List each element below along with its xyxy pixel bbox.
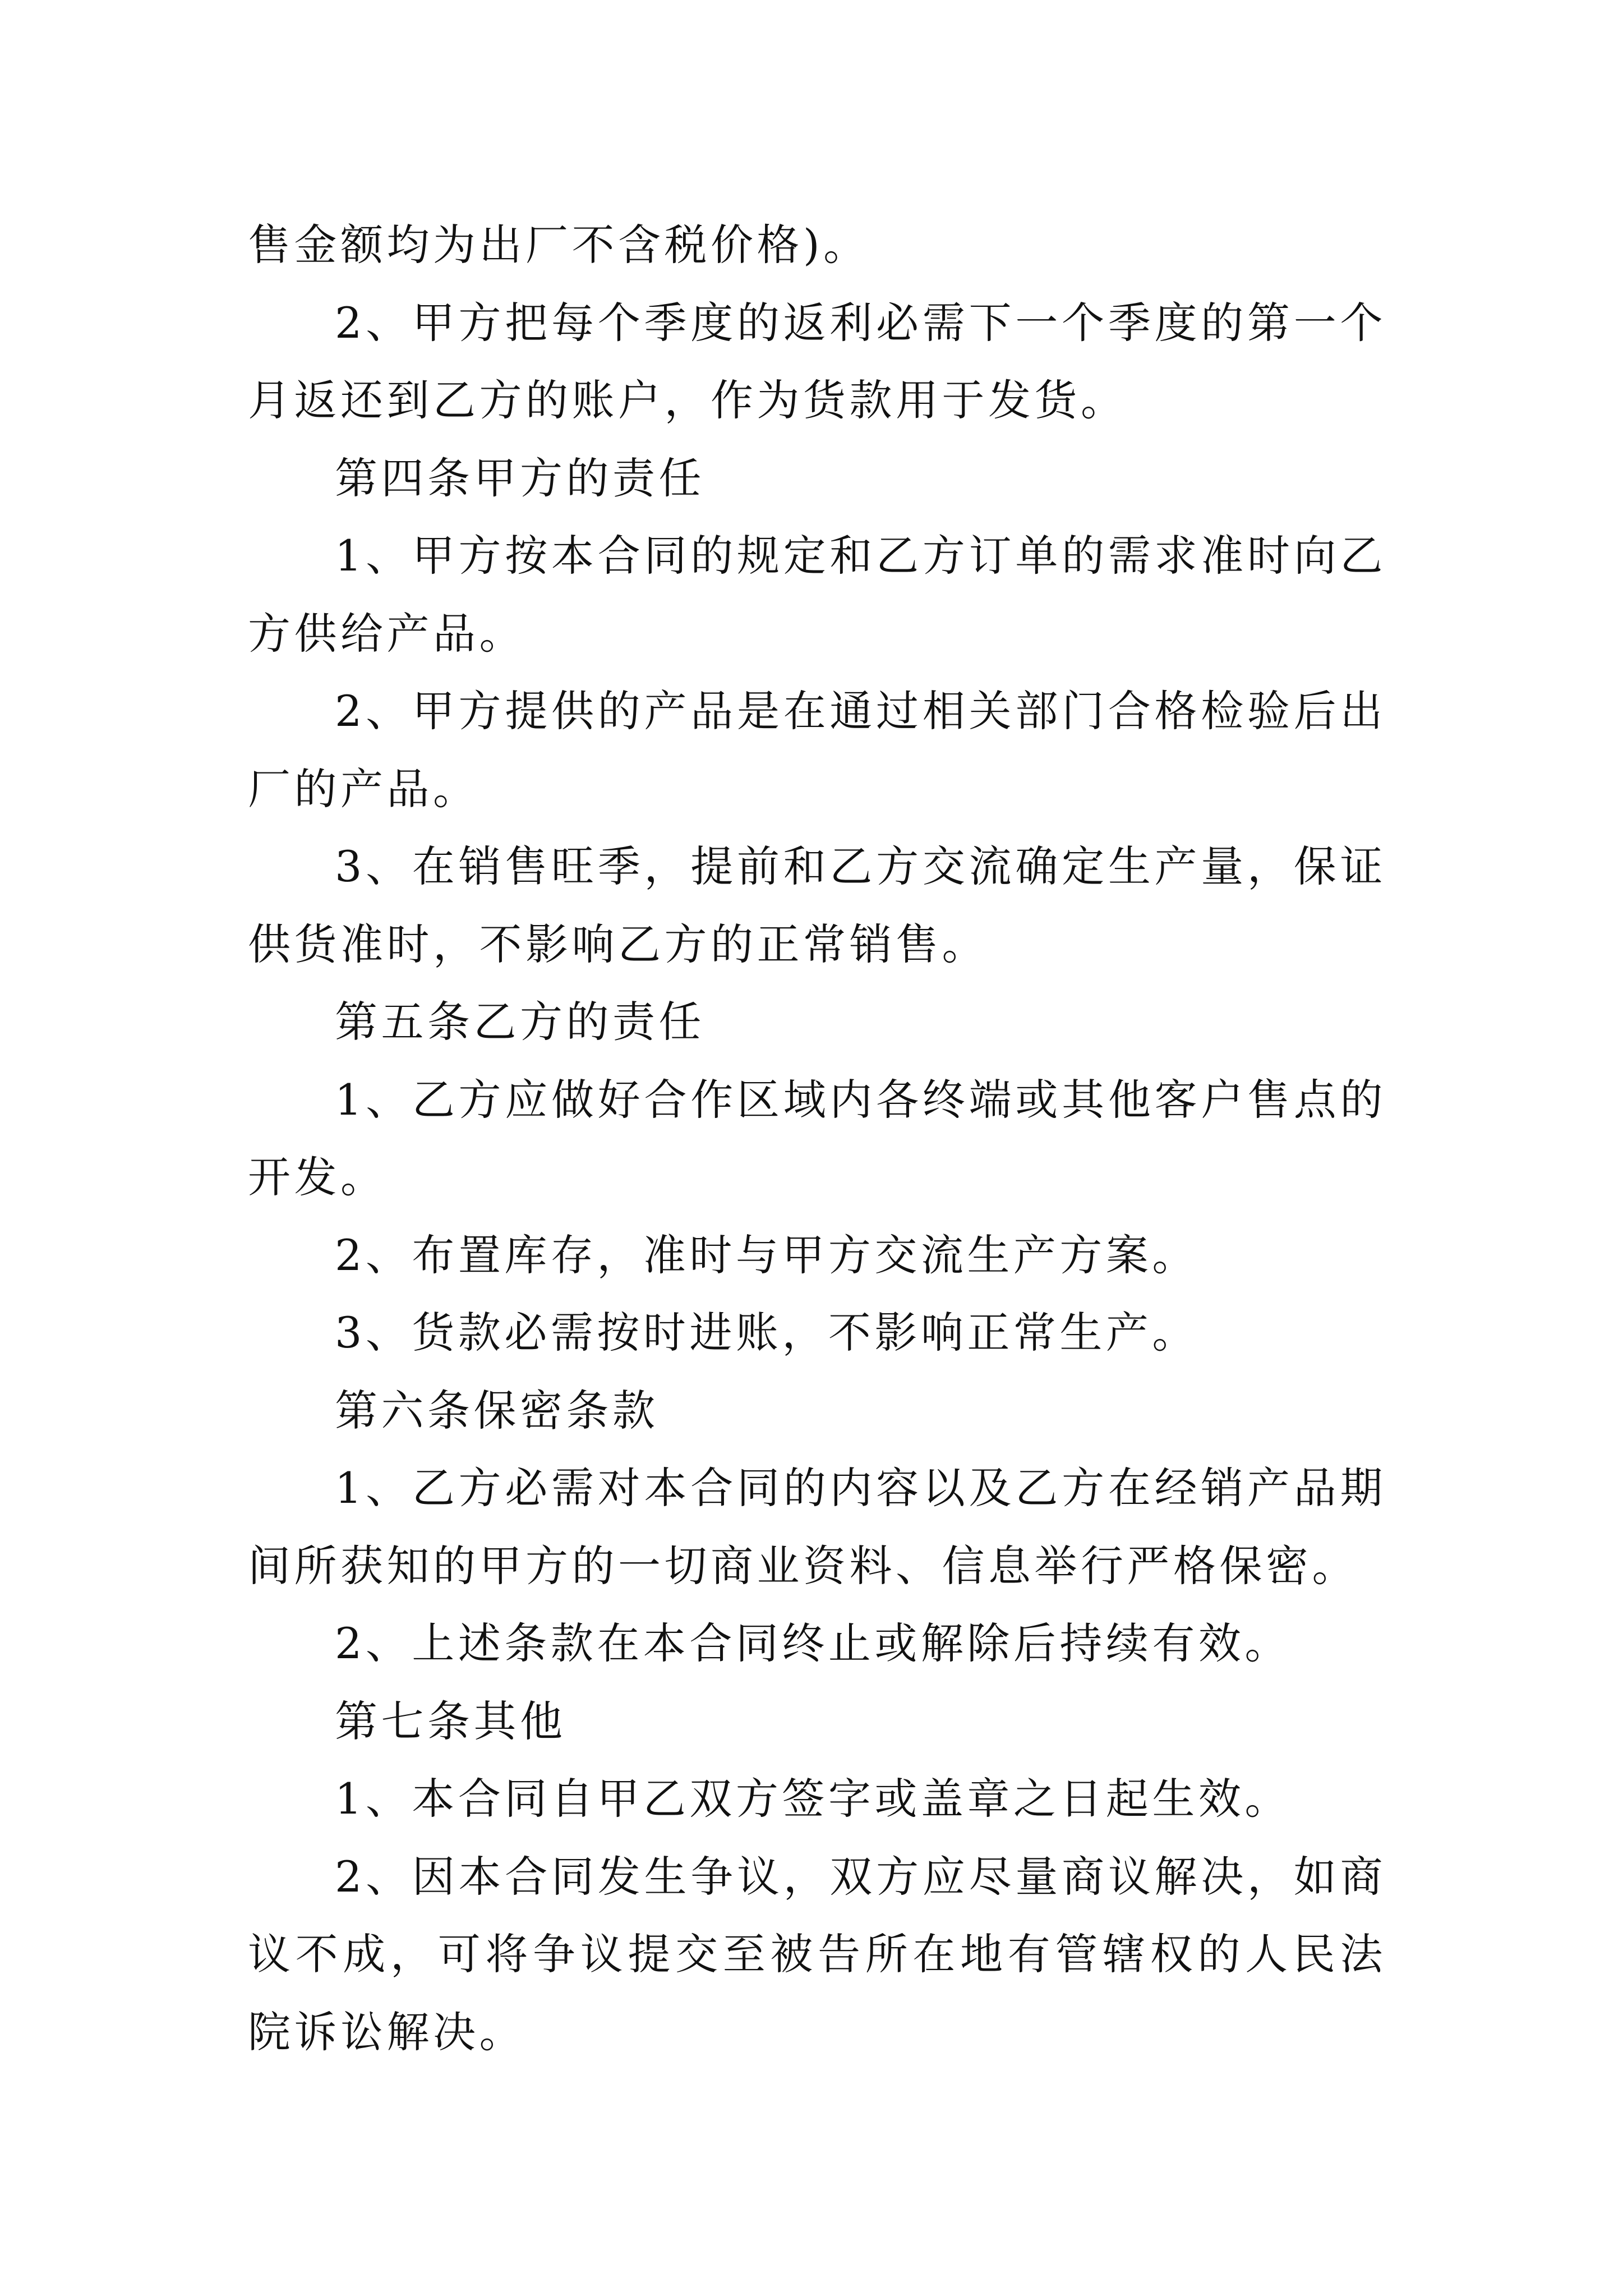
paragraph-clause: 2、甲方把每个季度的返利必需下一个季度的第一个月返还到乙方的账户，作为货款用于发货。 bbox=[248, 297, 1386, 425]
section-heading: 第四条甲方的责任 bbox=[335, 453, 705, 503]
paragraph-clause: 2、布置库存，准时与甲方交流生产方案。 bbox=[335, 1230, 1198, 1280]
section-heading: 第七条其他 bbox=[335, 1696, 566, 1746]
document-body bbox=[248, 206, 1386, 2071]
paragraph-clause: 3、货款必需按时进账，不影响正常生产。 bbox=[335, 1308, 1198, 1358]
paragraph-clause: 2、甲方提供的产品是在通过相关部门合格检验后出厂的产品。 bbox=[248, 686, 1386, 814]
paragraph-clause: 2、因本合同发生争议，双方应尽量商议解决，如商议不成，可将争议提交至被告所在地有管辖权的人民法院诉讼解决。 bbox=[248, 1851, 1386, 2057]
paragraph-clause: 1、乙方必需对本合同的内容以及乙方在经销产品期间所获知的甲方的一切商业资料、信息举行严格保密。 bbox=[248, 1463, 1386, 1591]
paragraph-continuation: 售金额均为出厂不含税价格)。 bbox=[248, 220, 870, 270]
paragraph-clause: 1、甲方按本合同的规定和乙方订单的需求准时向乙方供给产品。 bbox=[248, 531, 1386, 659]
section-heading: 第五条乙方的责任 bbox=[335, 997, 705, 1047]
paragraph-clause: 1、乙方应做好合作区域内各终端或其他客户售点的开发。 bbox=[248, 1074, 1386, 1202]
paragraph-clause: 3、在销售旺季，提前和乙方交流确定生产量，保证供货准时，不影响乙方的正常销售。 bbox=[248, 841, 1386, 969]
paragraph-clause: 1、本合同自甲乙双方签字或盖章之日起生效。 bbox=[335, 1774, 1291, 1824]
section-heading: 第六条保密条款 bbox=[335, 1385, 659, 1435]
paragraph-clause: 2、上述条款在本合同终止或解除后持续有效。 bbox=[335, 1618, 1291, 1668]
